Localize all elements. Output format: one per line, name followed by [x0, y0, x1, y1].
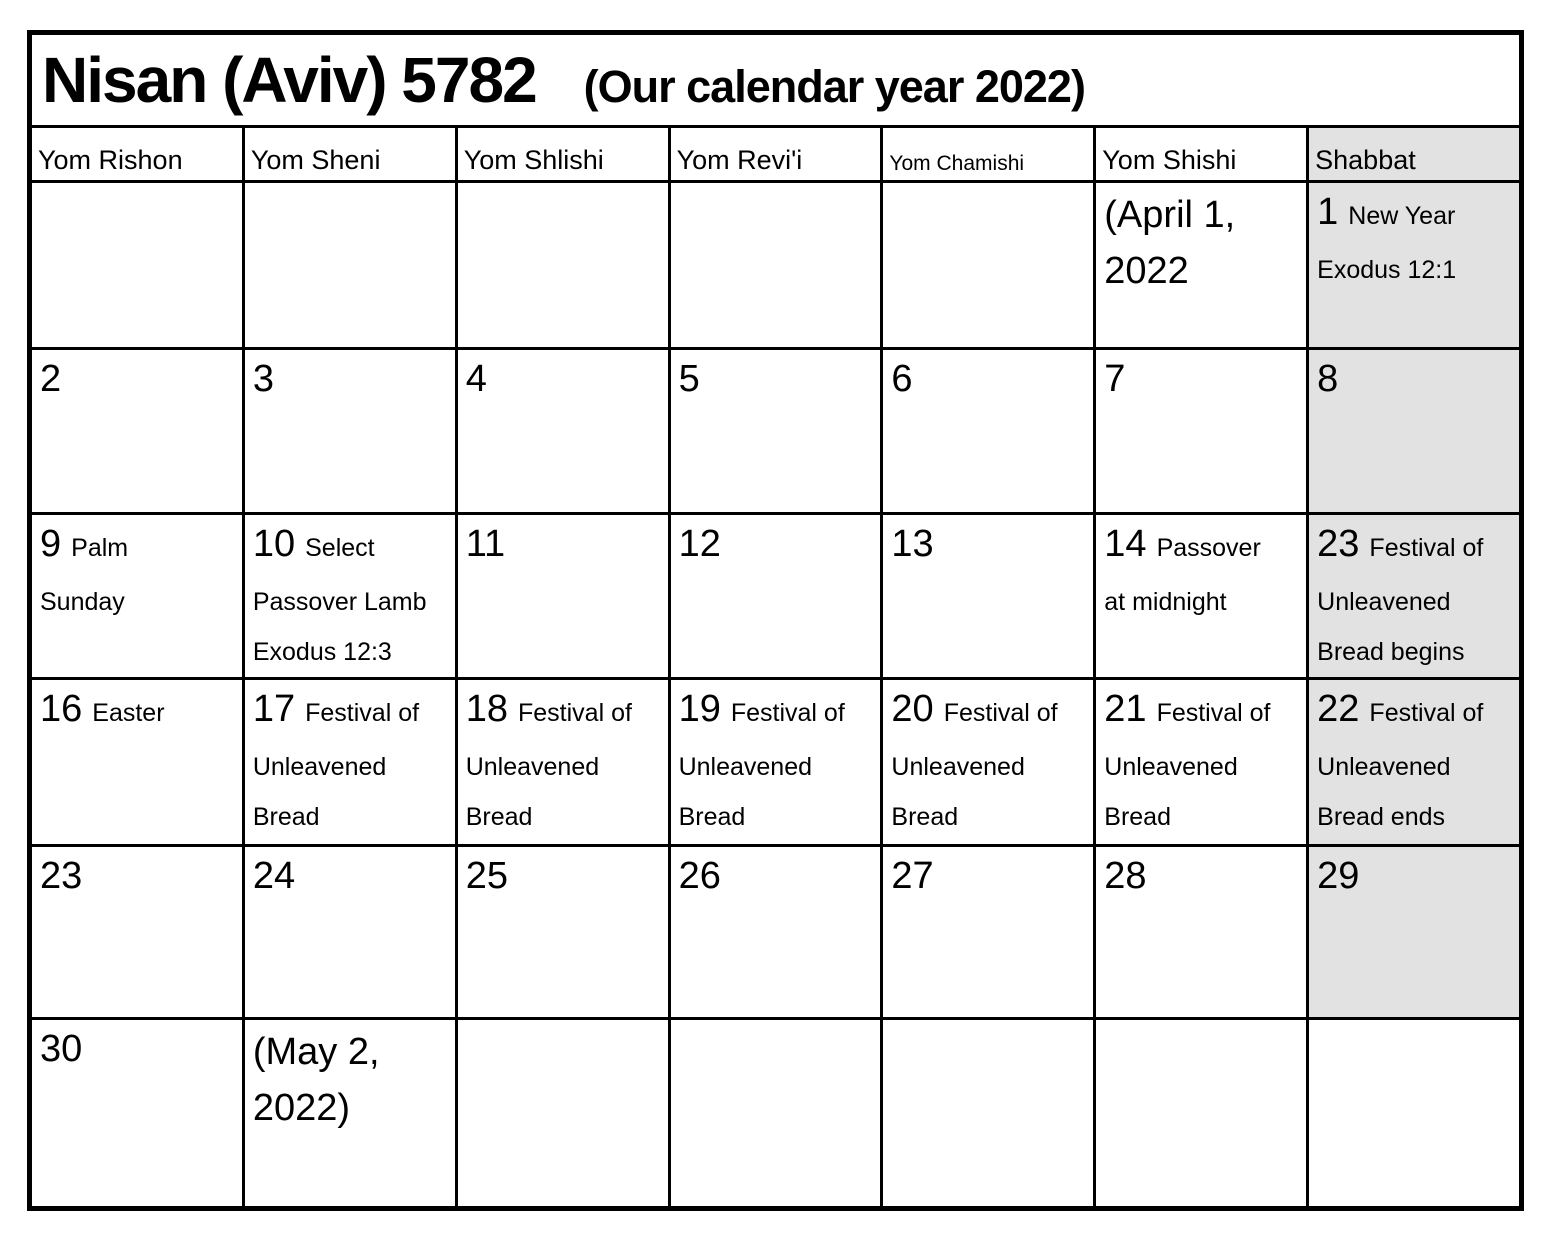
- event-label: Festival of: [1156, 699, 1271, 727]
- event-label: Easter: [92, 699, 165, 727]
- event-label-line: Unleavened: [252, 753, 387, 781]
- day-number: 9: [40, 523, 62, 565]
- day-cell-week4-day7: [1309, 680, 1519, 844]
- day-number: 12: [678, 523, 721, 565]
- event-label: Festival of: [517, 699, 632, 727]
- day-number: 5: [678, 358, 700, 400]
- title-month-year: Nisan (Aviv) 5782: [42, 44, 536, 116]
- day-cell-week5-day7: [1309, 847, 1519, 1017]
- day-cell-week3-day4: [671, 515, 881, 677]
- day-cell-week1-day1: [32, 183, 242, 347]
- day-cell-week1-day6: [1096, 183, 1306, 347]
- day-cell-week3-day3: [458, 515, 668, 677]
- day-number: 20: [891, 688, 934, 730]
- day-cell-week5-day6: [1096, 847, 1306, 1017]
- weekday-header-yom-sheni: Yom Sheni: [245, 128, 455, 180]
- event-label: Festival of: [1369, 534, 1484, 562]
- event-label-line: Exodus 12:1: [1317, 256, 1457, 284]
- day-number: 22: [1317, 688, 1360, 730]
- day-cell-week4-day1: [32, 680, 242, 844]
- event-label-line: Bread ends: [1317, 803, 1446, 831]
- day-cell-week5-day5: [883, 847, 1093, 1017]
- day-cell-week2-day4: [671, 350, 881, 512]
- day-cell-week6-day4: [671, 1020, 881, 1206]
- event-label-line: Unleavened: [1104, 753, 1238, 781]
- weekday-header-yom-chamishi: Yom Chamishi: [883, 128, 1093, 180]
- event-label-line: Bread: [678, 803, 746, 831]
- event-label-line: Unleavened: [678, 753, 812, 781]
- day-cell-week5-day1: [32, 847, 242, 1017]
- day-number: 25: [465, 855, 508, 897]
- day-number: 1: [1317, 191, 1339, 233]
- day-number: 23: [1317, 523, 1360, 565]
- day-cell-week1-day2: [245, 183, 455, 347]
- day-number: 27: [891, 855, 934, 897]
- event-label-line: Bread begins: [1317, 638, 1465, 666]
- event-label-line: Unleavened: [1317, 588, 1451, 616]
- day-cell-week2-day6: [1096, 350, 1306, 512]
- cell-note-line: 2022): [252, 1087, 351, 1129]
- event-label-line: Bread: [1104, 803, 1171, 831]
- event-label: Festival of: [730, 699, 845, 727]
- day-number: 24: [252, 855, 296, 897]
- event-label-line: Unleavened: [1317, 753, 1451, 781]
- event-label-line: Exodus 12:3: [252, 638, 392, 666]
- day-number: 10: [252, 523, 296, 565]
- event-label-line: Unleavened: [465, 753, 600, 781]
- event-label: Passover: [1156, 534, 1261, 562]
- day-number: 26: [678, 855, 721, 897]
- day-cell-week2-day7: [1309, 350, 1519, 512]
- day-number: 14: [1104, 523, 1147, 565]
- event-label: New Year: [1348, 202, 1456, 230]
- day-cell-week5-day3: [458, 847, 668, 1017]
- event-label-line: Sunday: [40, 588, 125, 616]
- day-cell-week2-day5: [883, 350, 1093, 512]
- event-label-line: Bread: [891, 803, 959, 831]
- day-cell-week5-day4: [671, 847, 881, 1017]
- day-cell-week1-day5: [883, 183, 1093, 347]
- event-label-line: Passover Lamb: [252, 588, 427, 616]
- day-cell-week6-day7: [1309, 1020, 1519, 1206]
- day-cell-week6-day3: [458, 1020, 668, 1206]
- day-number: 23: [40, 855, 83, 897]
- day-cell-week1-day4: [671, 183, 881, 347]
- day-cell-week1-day3: [458, 183, 668, 347]
- day-cell-week4-day3: [458, 680, 668, 844]
- day-cell-week2-day3: [458, 350, 668, 512]
- calendar: [27, 30, 1524, 1211]
- weekday-header-yom-shlishi: Yom Shlishi: [458, 128, 668, 180]
- title-gregorian-note: (Our calendar year 2022): [583, 61, 1085, 112]
- day-cell-week4-day5: [883, 680, 1093, 844]
- day-number: 4: [465, 358, 487, 400]
- day-number: 21: [1104, 688, 1147, 730]
- day-cell-week1-day7: [1309, 183, 1519, 347]
- day-number: 13: [891, 523, 934, 565]
- day-cell-week2-day2: [245, 350, 455, 512]
- day-number: 29: [1317, 855, 1360, 897]
- day-cell-week4-day4: [671, 680, 881, 844]
- weekday-header-shabbat: Shabbat: [1309, 128, 1519, 180]
- day-cell-week5-day2: [245, 847, 455, 1017]
- day-number: 7: [1104, 358, 1126, 400]
- event-label: Select: [305, 534, 375, 562]
- day-cell-week6-day6: [1096, 1020, 1306, 1206]
- day-cell-week4-day6: [1096, 680, 1306, 844]
- calendar-title: [32, 35, 1519, 125]
- day-number: 18: [465, 688, 508, 730]
- cell-note-line: 2022: [1104, 250, 1189, 292]
- event-label: Festival of: [305, 699, 420, 727]
- day-cell-week2-day1: [32, 350, 242, 512]
- weekday-header-yom-rishon: Yom Rishon: [32, 128, 242, 180]
- day-number: 8: [1317, 358, 1339, 400]
- day-cell-week4-day2: [245, 680, 455, 844]
- cell-note-line: (May 2,: [252, 1031, 380, 1073]
- day-cell-week3-day5: [883, 515, 1093, 677]
- day-number: 16: [40, 688, 83, 730]
- day-number: 6: [891, 358, 913, 400]
- day-number: 28: [1104, 855, 1147, 897]
- day-cell-week3-day1: [32, 515, 242, 677]
- event-label: Palm: [71, 534, 129, 562]
- day-number: 11: [465, 523, 506, 565]
- day-number: 2: [40, 358, 62, 400]
- day-cell-week3-day2: [245, 515, 455, 677]
- day-cell-week6-day5: [883, 1020, 1093, 1206]
- day-cell-week3-day7: [1309, 515, 1519, 677]
- event-label-line: at midnight: [1104, 588, 1227, 616]
- event-label-line: Bread: [465, 803, 533, 831]
- weekday-header-yom-revii: Yom Revi'i: [671, 128, 881, 180]
- cell-note-line: (April 1,: [1104, 194, 1236, 236]
- day-cell-week6-day2: [245, 1020, 455, 1206]
- day-number: 19: [678, 688, 721, 730]
- weekday-header-yom-shishi: Yom Shishi: [1096, 128, 1306, 180]
- day-number: 17: [252, 688, 296, 730]
- day-cell-week6-day1: [32, 1020, 242, 1206]
- event-label: Festival of: [943, 699, 1058, 727]
- day-number: 3: [252, 358, 274, 400]
- event-label: Festival of: [1369, 699, 1484, 727]
- event-label-line: Bread: [252, 803, 320, 831]
- event-label-line: Unleavened: [891, 753, 1025, 781]
- day-cell-week3-day6: [1096, 515, 1306, 677]
- day-number: 30: [40, 1028, 83, 1070]
